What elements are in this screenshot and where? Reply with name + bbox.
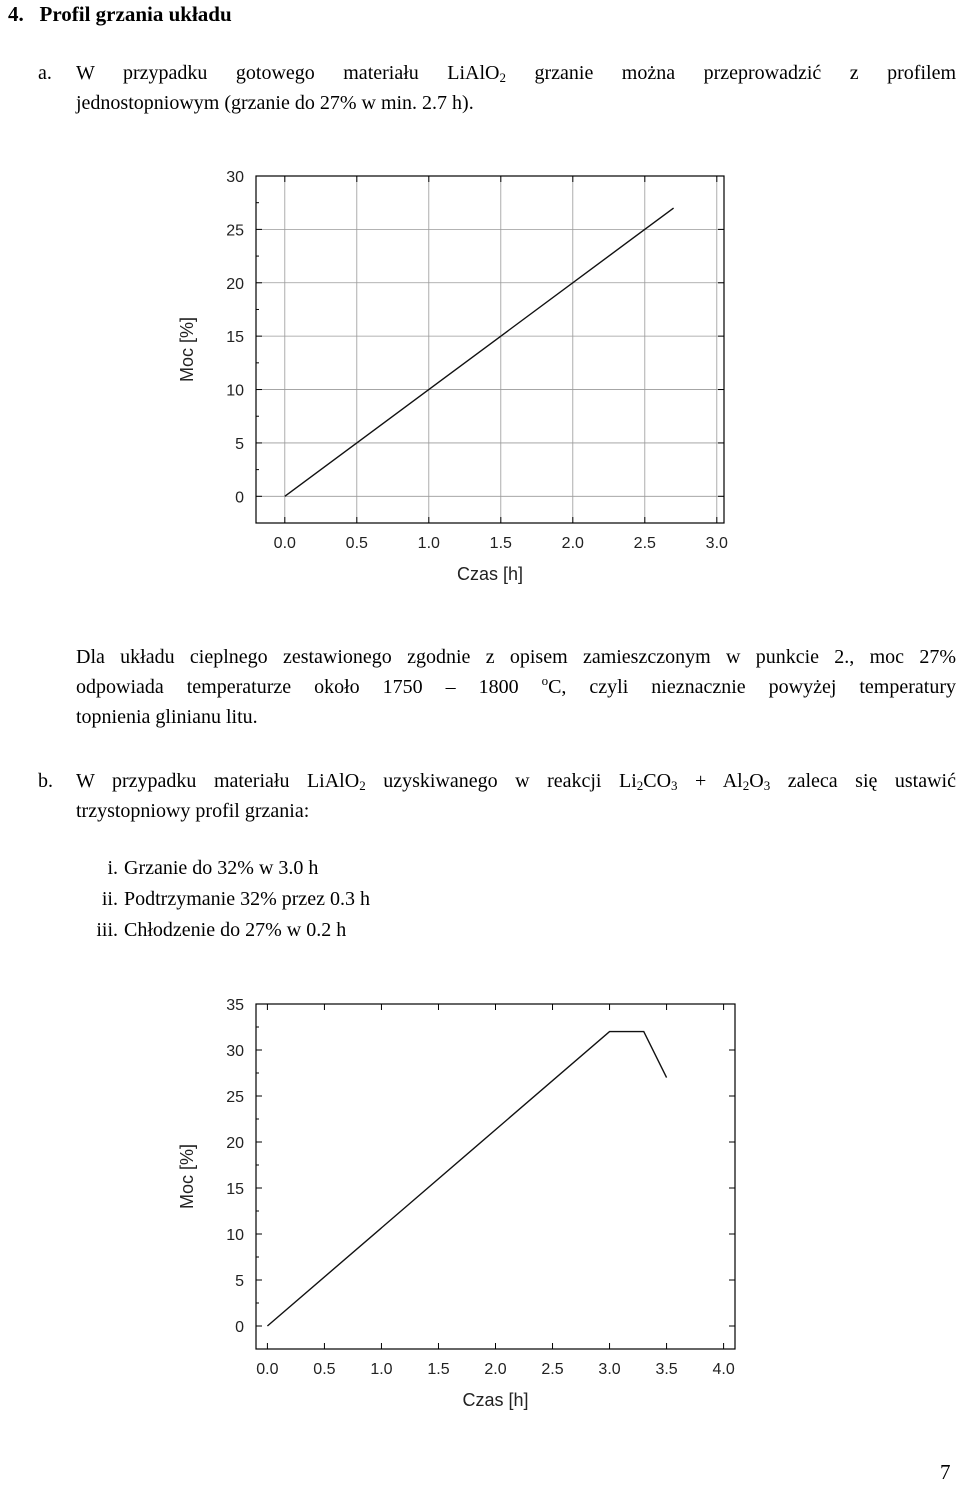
part-a-line1 xyxy=(76,58,956,88)
section-number: 4. xyxy=(8,2,24,26)
y-tick-label: 25 xyxy=(226,1089,244,1106)
description-line1: Dla układu cieplnego zestawionego zgodnie z opisem zamieszczonym w punkcie 2., moc 27% xyxy=(76,646,956,668)
subscript: 2 xyxy=(742,778,750,793)
y-tick-label: 5 xyxy=(235,1273,244,1290)
y-tick-label: 5 xyxy=(235,435,244,453)
y-tick-label: 15 xyxy=(226,329,244,347)
x-tick-label: 2.5 xyxy=(541,1361,564,1378)
y-tick-label: 25 xyxy=(226,222,244,240)
part-a-subscript: 2 xyxy=(499,70,506,85)
x-tick-label: 1.5 xyxy=(427,1361,450,1378)
step-number: ii. xyxy=(101,888,118,910)
section-heading xyxy=(8,2,232,27)
part-b-text-e: O xyxy=(749,770,764,792)
chart-2 xyxy=(0,980,960,1420)
degree-superscript: o xyxy=(541,673,549,688)
chart-1 xyxy=(0,150,960,600)
y-tick-label: 30 xyxy=(226,169,244,186)
x-tick-label: 0.0 xyxy=(273,535,296,552)
part-a-line2: jednostopniowym (grzanie do 27% w min. 2.7 h). xyxy=(76,92,474,114)
series-line xyxy=(267,1032,666,1326)
y-tick-label: 15 xyxy=(226,1181,244,1198)
part-a-text: W przypadku gotowego materiału LiAlO xyxy=(76,62,500,84)
description-line2 xyxy=(76,672,956,702)
step-number: iii. xyxy=(96,919,118,941)
x-tick-label: 3.0 xyxy=(598,1361,621,1378)
y-tick-label: 10 xyxy=(226,382,244,400)
description-line3: topnienia glinianu litu. xyxy=(76,706,258,728)
x-tick-label: 3.5 xyxy=(655,1361,678,1378)
x-tick-label: 1.5 xyxy=(489,535,512,552)
list-item xyxy=(80,915,370,946)
x-tick-label: 0.5 xyxy=(313,1361,336,1378)
x-tick-label: 1.0 xyxy=(417,535,440,552)
subscript: 2 xyxy=(359,778,366,793)
part-b-text-f: zaleca się ustawić xyxy=(770,770,956,792)
subscript: 3 xyxy=(671,778,678,793)
x-tick-label: 2.0 xyxy=(561,535,584,552)
x-tick-label: 2.0 xyxy=(484,1361,507,1378)
step-text: Grzanie do 32% w 3.0 h xyxy=(124,857,319,879)
part-b-text-d: + Al xyxy=(677,770,743,792)
y-tick-label: 20 xyxy=(226,275,244,293)
y-tick-label: 10 xyxy=(226,1227,244,1244)
y-tick-label: 0 xyxy=(235,1319,244,1336)
y-tick-label: 30 xyxy=(226,1043,244,1060)
y-axis-label: Moc [%] xyxy=(177,316,197,383)
part-b-line1 xyxy=(76,766,956,796)
x-tick-label: 2.5 xyxy=(633,535,656,552)
x-axis-label: Czas [h] xyxy=(456,564,524,584)
step-text: Podtrzymanie 32% przez 0.3 h xyxy=(124,888,371,910)
section-title: Profil grzania układu xyxy=(39,2,232,26)
part-a-label: a. xyxy=(38,62,52,84)
plot-frame xyxy=(256,176,724,523)
plot-frame xyxy=(256,1004,735,1349)
subscript: 3 xyxy=(763,778,771,793)
x-tick-label: 0.0 xyxy=(256,1361,279,1378)
y-tick-label: 20 xyxy=(226,1135,244,1152)
x-tick-label: 4.0 xyxy=(712,1361,735,1378)
part-b-line2: trzystopniowy profil grzania: xyxy=(76,800,310,822)
part-a-text-rest: grzanie można przeprowadzić z profilem xyxy=(505,62,957,84)
x-tick-label: 0.5 xyxy=(345,535,368,552)
page-number: 7 xyxy=(940,1460,951,1484)
y-tick-label: 0 xyxy=(235,489,244,507)
part-b-text-a: W przypadku materiału LiAlO xyxy=(76,770,360,792)
part-b-label: b. xyxy=(38,770,53,792)
y-axis-label: Moc [%] xyxy=(177,1143,197,1210)
x-tick-label: 1.0 xyxy=(370,1361,393,1378)
description-text-b: C, czyli nieznacznie powyżej temperatury xyxy=(548,676,956,698)
subscript: 2 xyxy=(636,778,644,793)
list-item xyxy=(80,853,370,884)
step-text: Chłodzenie do 27% w 0.2 h xyxy=(124,919,347,941)
step-number: i. xyxy=(107,857,118,879)
part-b-text-c: CO xyxy=(643,770,672,792)
x-axis-label: Czas [h] xyxy=(462,1390,529,1410)
y-tick-label: 35 xyxy=(226,997,244,1014)
series-line xyxy=(285,208,674,496)
description-text-a: odpowiada temperaturze około 1750 – 1800 xyxy=(76,676,542,698)
part-b-text-b: uzyskiwanego w reakcji Li xyxy=(365,770,637,792)
heating-steps-list xyxy=(80,853,370,946)
list-item xyxy=(80,884,370,915)
x-tick-label: 3.0 xyxy=(705,535,728,552)
